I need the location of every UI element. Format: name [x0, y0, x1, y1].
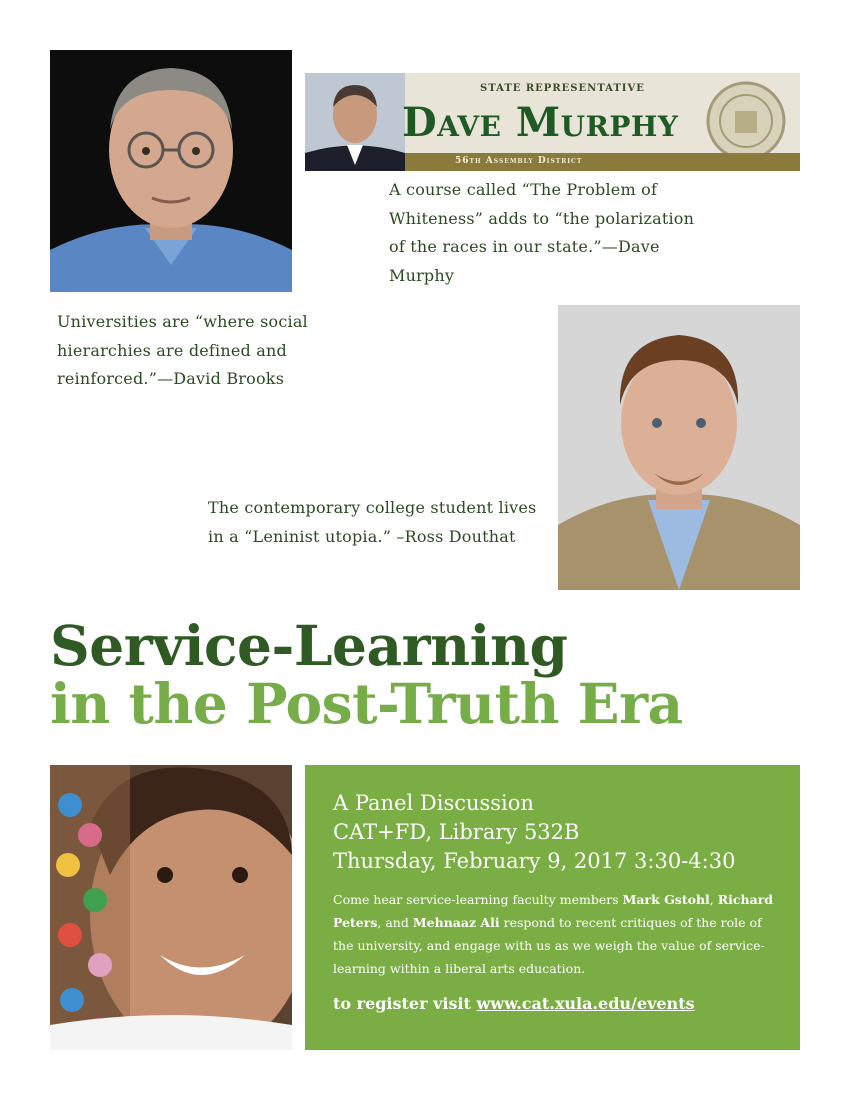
event-description: [333, 888, 776, 980]
description-intro: Come hear service-learning faculty members: [333, 892, 623, 907]
event-kind: A Panel Discussion: [333, 791, 534, 815]
event-datetime: Thursday, February 9, 2017 3:30-4:30: [333, 849, 736, 873]
title-line-2: in the Post-Truth Era: [50, 671, 683, 736]
dave-murphy-banner: [305, 73, 800, 171]
speaker-2: Richard Peters: [333, 892, 774, 930]
event-location: CAT+FD, Library 532B: [333, 820, 580, 844]
speaker-3: Mehnaaz Ali: [412, 915, 500, 930]
event-info-panel: [305, 765, 800, 1050]
description-sep-2: , and: [377, 915, 413, 930]
description-rest: respond to recent critiques of the role of the university, and engage with us as we weigh the value of service-learning within a liberal arts education.: [333, 915, 765, 976]
david-brooks-photo: [50, 50, 292, 292]
register-prefix: to register visit: [333, 994, 477, 1013]
student-photo: [50, 765, 292, 1050]
speaker-1: Mark Gstohl: [622, 892, 710, 907]
banner-name: Dave Murphy: [402, 99, 679, 146]
description-sep-1: ,: [709, 892, 718, 907]
register-link[interactable]: www.cat.xula.edu/events: [476, 994, 695, 1013]
banner-title-label: STATE REPRESENTATIVE: [480, 83, 645, 94]
banner-district: 56th Assembly District: [455, 156, 583, 166]
douthat-quote: The contemporary college student lives in a “Leninist utopia.” –Ross Douthat: [208, 498, 537, 546]
brooks-quote: Universities are “where social hierarchies are defined and reinforced.”—David Brooks: [57, 312, 308, 388]
title-line-1: Service-Learning: [50, 613, 568, 678]
register-line: [333, 994, 776, 1013]
murphy-quote: A course called “The Problem of Whiteness” adds to “the polarization of the races in our state.”—Dave Murphy: [389, 180, 695, 285]
ross-douthat-photo: [558, 305, 800, 590]
